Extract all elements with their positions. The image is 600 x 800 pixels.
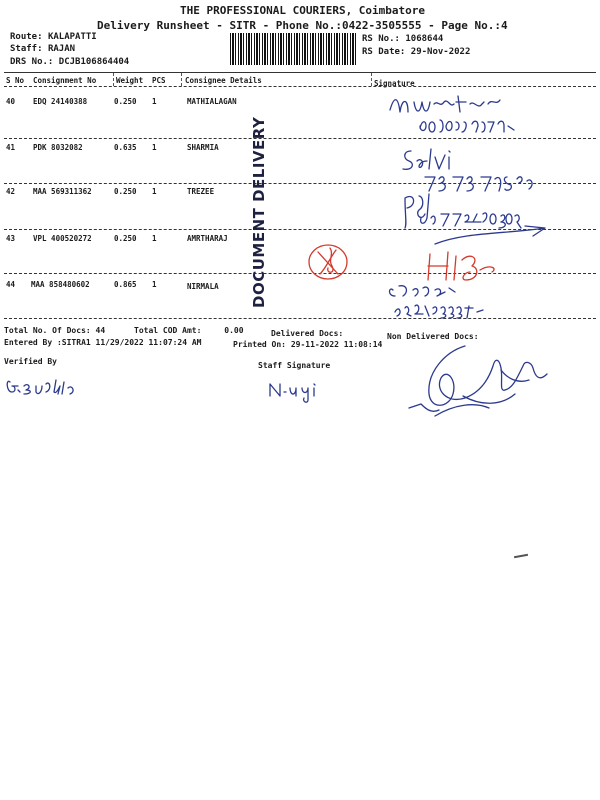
rs-date-label: RS Date: (362, 47, 406, 57)
printed-on-label: Printed On: (233, 340, 286, 349)
total-cod (134, 326, 244, 335)
row-pcs: 1 (152, 143, 157, 152)
entered-by-value: SITRA1 11/29/2022 11:07:24 AM (61, 338, 202, 347)
route-label: Route: (10, 32, 43, 42)
rs-no-label: RS No.: (362, 34, 400, 44)
col-divider (181, 73, 182, 86)
col-signature: Signature (374, 79, 415, 88)
staff-signature-label: Staff Signature (258, 361, 331, 370)
table-top-rule (4, 72, 596, 73)
row42-signature (395, 188, 565, 248)
row-consignee: TREZEE (187, 187, 215, 196)
document-delivery-stamp: DOCUMENT DELIVERY (250, 116, 268, 308)
row-sno: 44 (6, 280, 16, 289)
runsheet-title: Delivery Runsheet - SITR - Phone No.:0422-3505555 - Page No.:4 (97, 19, 508, 32)
row40-signature (380, 90, 540, 140)
row-weight: 0.250 (114, 187, 137, 196)
row43-signature (420, 250, 510, 284)
col-divider (371, 73, 372, 86)
col-weight: Weight (116, 76, 144, 85)
company-title: THE PROFESSIONAL COURIERS, Coimbatore (180, 4, 426, 17)
row-sno: 41 (6, 143, 16, 152)
rs-no-value: 1068644 (405, 34, 444, 44)
route-line (10, 32, 97, 42)
printed-on (233, 340, 382, 349)
total-docs (4, 326, 105, 335)
row41-signature (395, 143, 545, 193)
drs-line (10, 57, 129, 67)
row-consignee: AMRTHARAJ (187, 234, 228, 243)
row43-cancel-mark (300, 238, 360, 286)
staff-line (10, 44, 75, 54)
row-pcs: 1 (152, 280, 157, 289)
row-pcs: 1 (152, 234, 157, 243)
rs-date-line (362, 47, 470, 57)
row-consignment: PDK 8032082 (33, 143, 83, 152)
verified-by-signature (4, 372, 94, 400)
rs-no-line (362, 34, 443, 44)
staff-value: RAJAN (47, 44, 76, 54)
staff-signature (262, 374, 352, 404)
table-bottom-rule (4, 318, 596, 319)
total-docs-value: 44 (95, 326, 106, 335)
row-consignment: MAA 858480602 (31, 280, 90, 289)
non-delivered-docs: Non Delivered Docs: (387, 332, 479, 341)
row-weight: 0.635 (114, 143, 137, 152)
col-pcs: PCS (152, 76, 166, 85)
col-consignment: Consignment No (33, 76, 97, 85)
total-cod-value: 0.00 (224, 326, 244, 335)
rs-date-value: 29-Nov-2022 (410, 47, 471, 57)
col-sno: S No (6, 76, 25, 85)
row-sno: 43 (6, 234, 16, 243)
large-signature (405, 338, 555, 422)
row-consignee: MATHIALAGAN (187, 97, 237, 106)
drs-value: DCJB106864404 (58, 57, 130, 67)
header-rule (4, 86, 596, 87)
entered-by (4, 338, 201, 347)
verified-by-label: Verified By (4, 357, 57, 366)
delivered-docs: Delivered Docs: (271, 329, 344, 338)
row-sno: 42 (6, 187, 16, 196)
row-pcs: 1 (152, 97, 157, 106)
row-pcs: 1 (152, 187, 157, 196)
col-consignee: Consignee Details (185, 76, 262, 85)
row-weight: 0.250 (114, 97, 137, 106)
total-cod-label: Total COD Amt: (134, 326, 202, 335)
row-sno: 40 (6, 97, 16, 106)
route-value: KALAPATTI (47, 32, 97, 42)
total-docs-label: Total No. Of Docs: (4, 326, 91, 335)
scan-mark (514, 554, 528, 558)
row-consignee: SHARMIA (187, 143, 219, 152)
row-consignment: VPL 400520272 (33, 234, 92, 243)
row-weight: 0.865 (114, 280, 137, 289)
row-consignment: EDQ 24140388 (33, 97, 88, 106)
col-divider (113, 73, 114, 86)
barcode (230, 33, 356, 65)
staff-label: Staff: (10, 44, 43, 54)
row-consignment: MAA 569311362 (33, 187, 92, 196)
entered-by-label: Entered By : (4, 338, 62, 347)
printed-on-value: 29-11-2022 11:08:14 (290, 340, 383, 349)
row-weight: 0.250 (114, 234, 137, 243)
row44-signature (385, 282, 505, 322)
drs-label: DRS No.: (10, 57, 54, 67)
row-consignee: NIRMALA (187, 282, 219, 291)
